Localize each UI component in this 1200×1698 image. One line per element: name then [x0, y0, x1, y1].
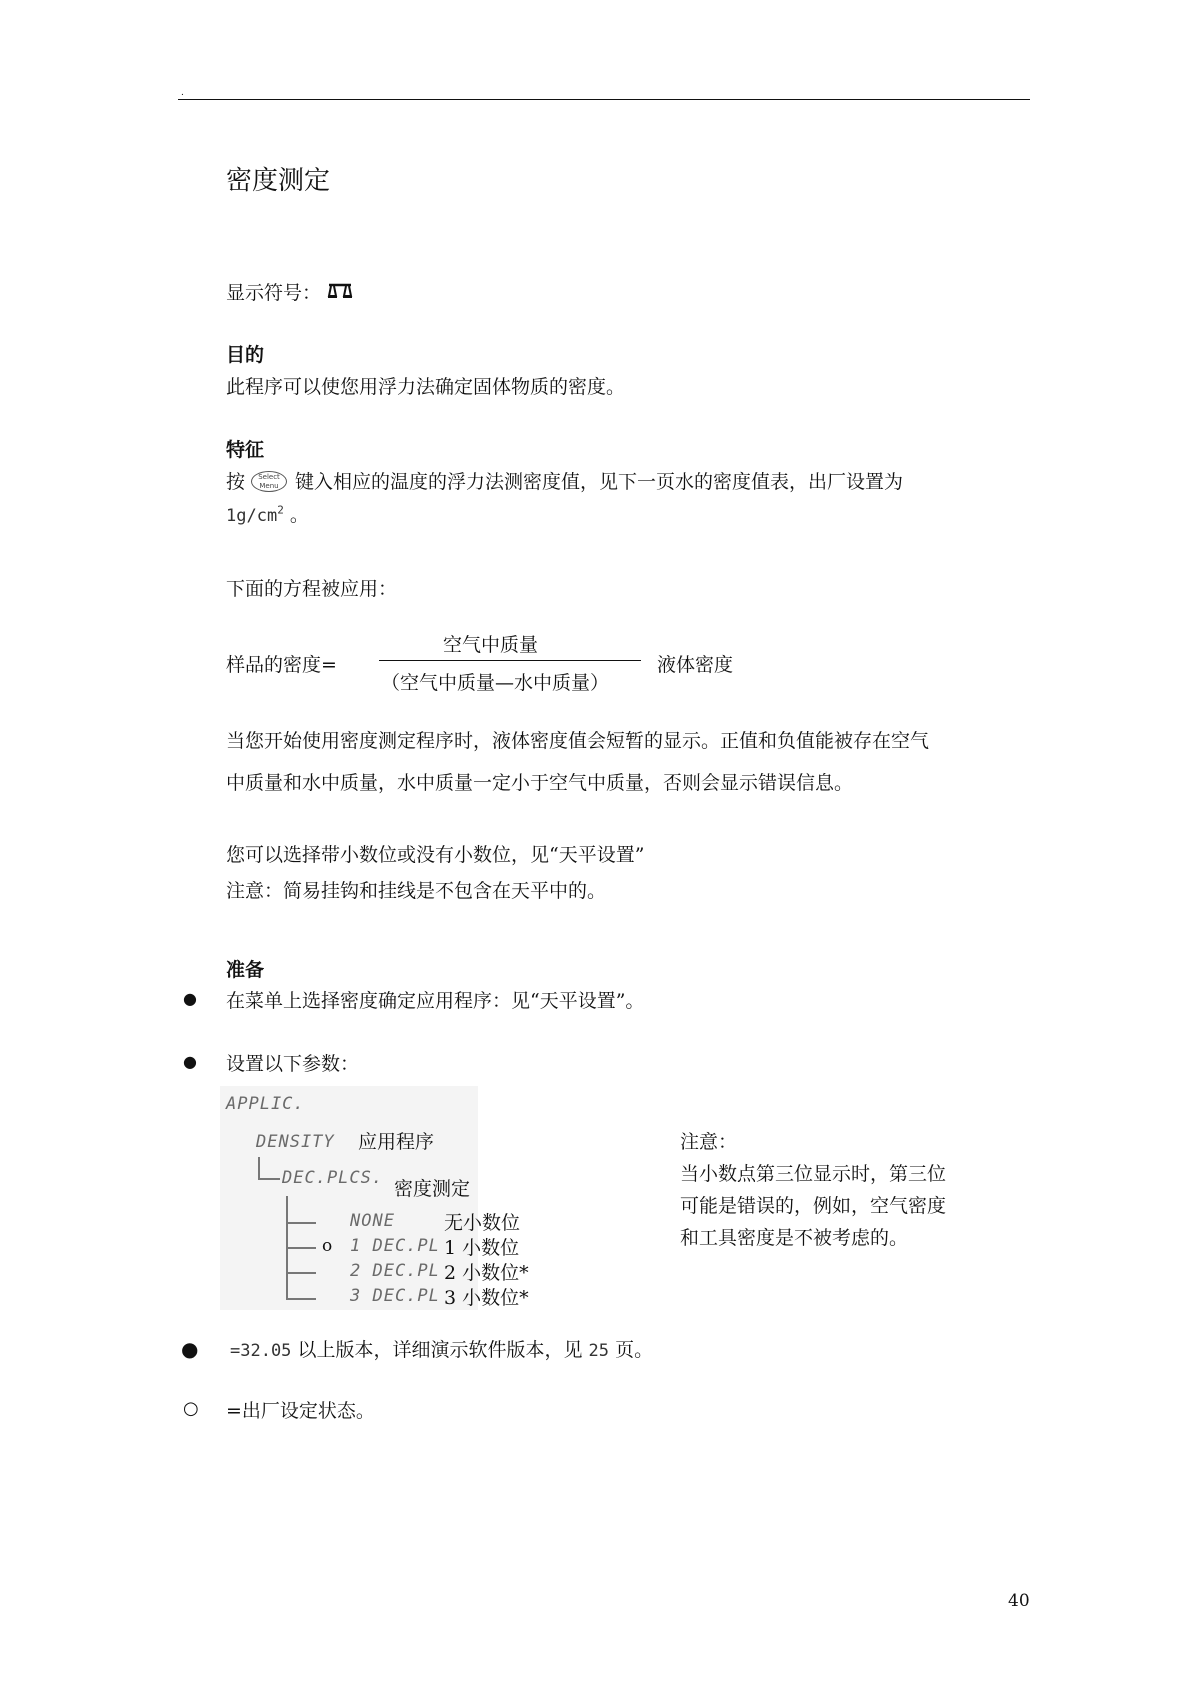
tree-connector [286, 1247, 316, 1249]
tree-option-label: 2 小数位* [444, 1262, 529, 1284]
tree-connector [286, 1298, 316, 1300]
default-density-exponent: 2 [277, 503, 284, 517]
equation-rhs: 液体密度 [657, 654, 734, 676]
factory-default-marker: o [322, 1236, 333, 1256]
equation-lhs: 样品的密度= [226, 654, 337, 676]
symbol-row [226, 278, 353, 305]
bullet-dot-icon: ● [181, 1337, 199, 1361]
features-line2 [226, 500, 309, 527]
balance-symbol-icon [327, 282, 353, 300]
symbol-label: 显示符号： [226, 282, 322, 304]
tree-connector [286, 1272, 316, 1274]
tree-option-code: NONE [350, 1211, 395, 1231]
tree-level2-code: DEC.PLCS. [282, 1168, 384, 1188]
equation-intro: 下面的方程被应用： [226, 578, 398, 600]
tree-connector [258, 1178, 280, 1180]
tree-option-label: 3 小数位* [444, 1287, 529, 1309]
purpose-text: 此程序可以使您用浮力法确定固体物质的密度。 [226, 376, 626, 398]
tree-connector [258, 1157, 260, 1179]
features-press-text: 按 [226, 471, 246, 493]
body-para2-line1: 您可以选择带小数位或没有小数位，见“天平设置” [226, 844, 645, 866]
equation-numerator: 空气中质量 [443, 634, 539, 656]
version-page: 25 [588, 1341, 610, 1361]
version-text: 以上版本，详细演示软件版本，见 [297, 1339, 583, 1361]
page-title: 密度测定 [226, 166, 331, 196]
page-number: 40 [1008, 1591, 1030, 1611]
features-line1 [226, 467, 903, 494]
note-line: 当小数点第三位显示时，第三位 [680, 1163, 947, 1185]
version-end: 页。 [615, 1339, 654, 1361]
preparation-item2: 设置以下参数： [226, 1053, 360, 1075]
tree-option-label: 无小数位 [444, 1212, 521, 1234]
preparation-item1: 在菜单上选择密度确定应用程序：见“天平设置”。 [226, 990, 645, 1012]
body-para2-line2: 注意：简易挂钩和挂线是不包含在天平中的。 [226, 880, 607, 902]
features-line1-text: 键入相应的温度的浮力法测密度值，见下一页水的密度值表，出厂设置为 [295, 471, 904, 493]
note-line: 可能是错误的，例如，空气密度 [680, 1195, 947, 1217]
fraction-line [379, 660, 641, 661]
version-footnote [230, 1335, 653, 1362]
header-mark: . [181, 88, 184, 98]
header-rule [178, 99, 1030, 100]
bullet-dot-icon: ● [183, 989, 197, 1008]
tree-connector [286, 1222, 316, 1224]
bullet-dot-icon: ● [183, 1052, 197, 1071]
tree-option-label: 1 小数位 [444, 1237, 520, 1259]
tree-level2-label: 密度测定 [394, 1178, 471, 1200]
default-density-value: 1g/cm [226, 506, 278, 526]
note-title: 注意： [680, 1131, 738, 1153]
tree-option-code: 3 DEC.PL [350, 1286, 440, 1306]
version-number: =32.05 [230, 1341, 292, 1361]
features-heading: 特征 [226, 439, 265, 461]
bullet-circle-icon: ○ [183, 1398, 199, 1419]
tree-option-code: 1 DEC.PL [350, 1236, 440, 1256]
select-menu-key-icon: Select Menu [251, 471, 287, 492]
factory-footnote: =出厂设定状态。 [226, 1400, 375, 1422]
body-para1-line1: 当您开始使用密度测定程序时，液体密度值会短暂的显示。正值和负值能被存在空气 [226, 730, 930, 752]
tree-root-code: APPLIC. [226, 1094, 305, 1114]
equation-denominator: （空气中质量—水中质量） [381, 672, 610, 694]
default-density-end: 。 [289, 504, 309, 526]
note-line: 和工具密度是不被考虑的。 [680, 1227, 909, 1249]
tree-level1-code: DENSITY [256, 1132, 335, 1152]
tree-level1-label: 应用程序 [358, 1131, 435, 1153]
preparation-heading: 准备 [226, 959, 265, 981]
purpose-heading: 目的 [226, 344, 265, 366]
body-para1-line2: 中质量和水中质量，水中质量一定小于空气中质量，否则会显示错误信息。 [226, 772, 854, 794]
tree-option-code: 2 DEC.PL [350, 1261, 440, 1281]
